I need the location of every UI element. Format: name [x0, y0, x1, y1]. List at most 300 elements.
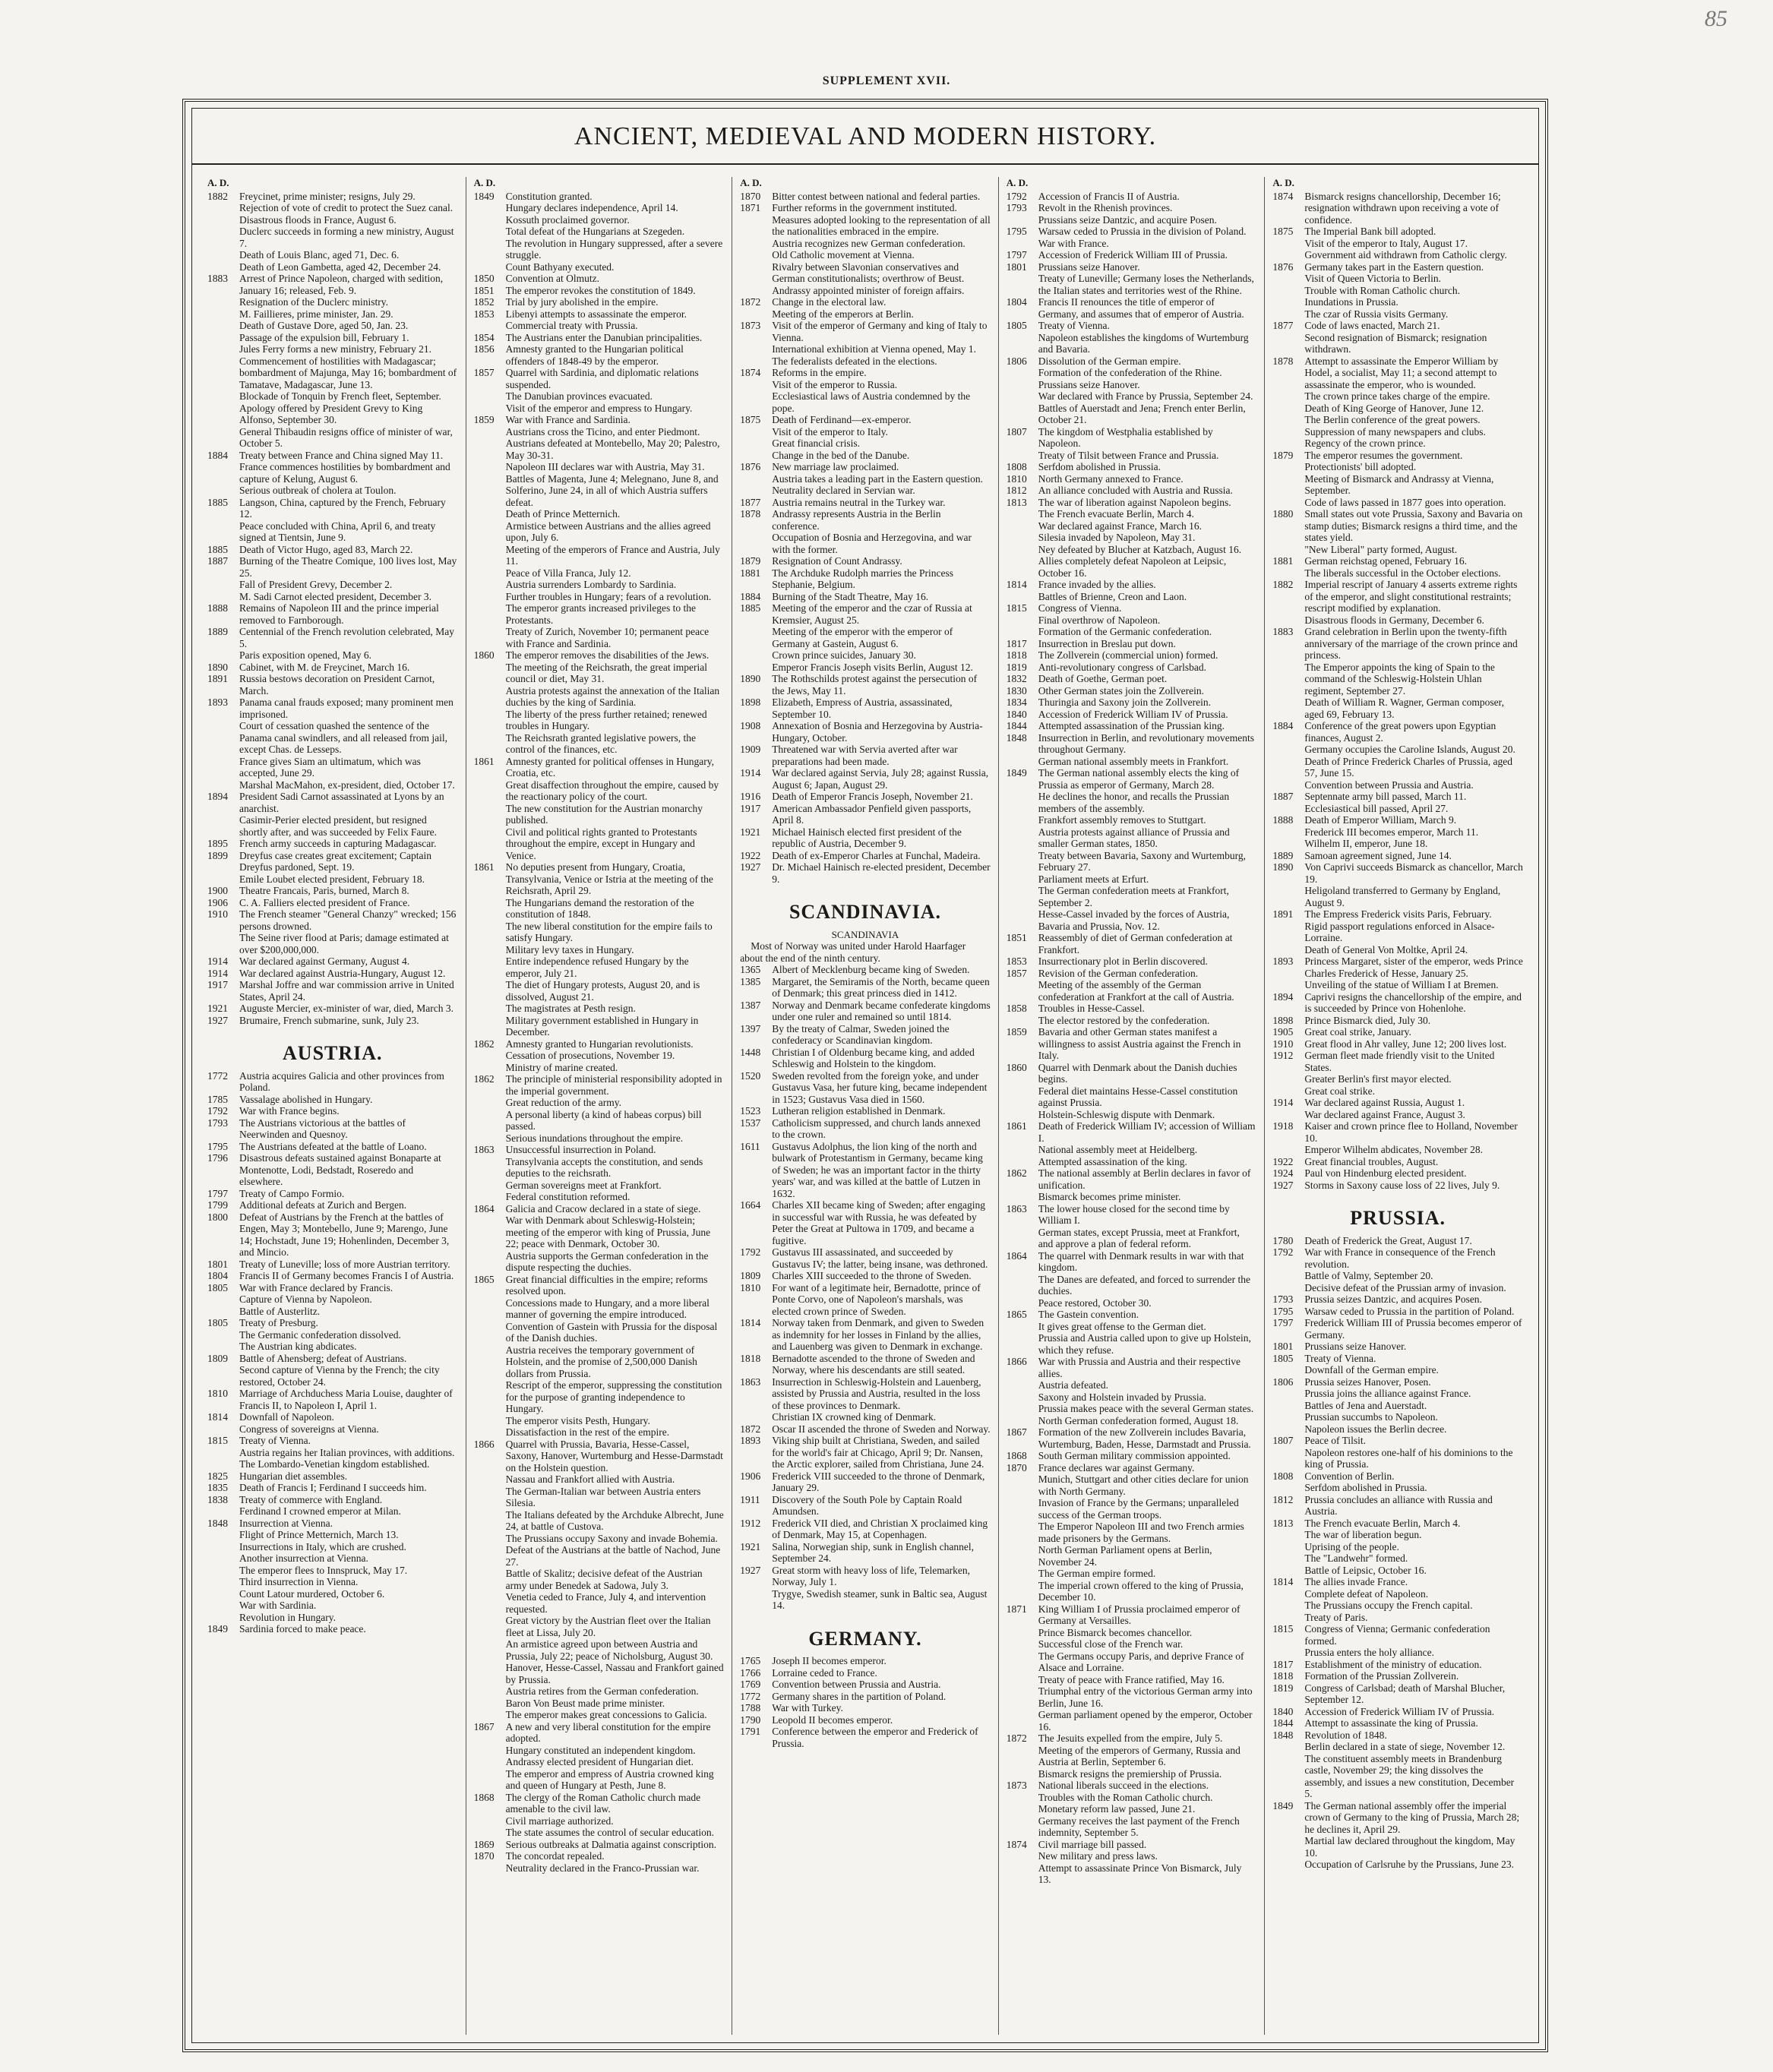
entry-year: [207, 873, 239, 886]
entry-year: 1801: [1272, 1341, 1294, 1352]
history-entry: [740, 964, 991, 976]
entry-text: Great financial crisis.: [772, 437, 861, 449]
entry-year: 1850: [473, 273, 495, 284]
entry-text: Prussia makes peace with the several German states.: [1038, 1403, 1254, 1414]
entry-year: [474, 979, 506, 1003]
entry-year: [1272, 1541, 1304, 1553]
history-entry: [1007, 979, 1257, 1003]
entry-text: Frederick William III of Prussia becomes emperor of Germany.: [1304, 1317, 1522, 1341]
entry-year: 1893: [1272, 955, 1294, 967]
history-entry: [1272, 1529, 1523, 1541]
entry-text: Paris exposition opened, May 6.: [239, 649, 371, 661]
history-entry: [740, 1667, 991, 1679]
history-entry: [474, 191, 725, 203]
entry-text: Marshal Joffre and war commission arrive in United States, April 24.: [239, 979, 454, 1003]
entry-year: 1874: [1272, 190, 1294, 202]
entry-text: Annexation of Bosnia and Herzegovina by Austria-Hungary, October.: [772, 720, 983, 744]
entry-year: [207, 591, 239, 603]
entry-year: [474, 238, 506, 261]
history-entry: [1007, 532, 1257, 544]
entry-text: Centennial of the French revolution celebrated, May 5.: [239, 626, 455, 649]
history-entry: [474, 320, 725, 332]
entry-text: The emperor makes great concessions to Galicia.: [505, 1709, 707, 1720]
entry-text: A personal liberty (a kind of habeas corpus) bill passed.: [505, 1108, 702, 1132]
entry-year: [1007, 1544, 1038, 1568]
history-entry: [1272, 814, 1523, 826]
history-entry: [207, 932, 458, 955]
entry-year: [474, 1638, 506, 1662]
entry-text: Napoleon establishes the kingdoms of Wurtemburg and Bavaria.: [1038, 331, 1249, 355]
entry-year: [207, 261, 239, 273]
entry-text: Warsaw ceded to Prussia in the partition of Poland.: [1304, 1305, 1515, 1317]
history-entry: [474, 591, 725, 603]
history-entry: [1007, 1627, 1257, 1639]
history-entry: [1272, 1647, 1523, 1659]
entry-text: Austria recognizes new German confederation.: [772, 237, 966, 249]
history-entry: [1007, 885, 1257, 908]
history-entry: [207, 249, 458, 261]
history-entry: [474, 1792, 725, 1815]
history-entry: [207, 343, 458, 355]
entry-text: Formation of the new Zollverein includes Bavaria, Wurtemburg, Baden, Hesse, Darmstadt and Prussia.: [1038, 1426, 1251, 1450]
history-entry: [1007, 1650, 1257, 1674]
history-entry: [1272, 1470, 1523, 1483]
history-entry: [740, 1023, 991, 1047]
history-entry: [474, 1062, 725, 1074]
history-entry: [207, 214, 458, 226]
entry-year: [474, 1415, 506, 1427]
entry-text: Blockade of Tonquin by French fleet, September.: [239, 390, 441, 402]
entry-text: Arrest of Prince Napoleon, charged with sedition, January 16; released, Feb. 9.: [239, 273, 444, 296]
history-entry: [1272, 1612, 1523, 1624]
history-entry: [1272, 1167, 1523, 1180]
history-entry: [740, 367, 991, 379]
history-entry: [1007, 1109, 1257, 1121]
entry-year: [1272, 414, 1304, 426]
entry-year: 1840: [1272, 1705, 1294, 1717]
entry-text: Dissatisfaction in the rest of the empire.: [505, 1426, 670, 1438]
history-entry: [1272, 991, 1523, 1015]
entry-year: 1858: [1006, 1003, 1027, 1014]
entry-year: 1801: [207, 1258, 228, 1270]
history-entry: [1272, 497, 1523, 509]
entry-text: The emperor resumes the government.: [1304, 449, 1463, 461]
history-entry: [1007, 1203, 1257, 1227]
entry-text: Further troubles in Hungary; fears of a revolution.: [505, 590, 712, 602]
entry-text: North German confederation formed, August 18.: [1038, 1414, 1239, 1426]
entry-year: [474, 1862, 506, 1875]
entry-year: [1272, 1447, 1304, 1470]
entry-year: 1523: [740, 1105, 761, 1117]
history-entry: [1007, 1415, 1257, 1427]
history-entry: [207, 1364, 458, 1388]
entry-text: Treaty of Campo Formio.: [239, 1187, 345, 1199]
history-entry: [1007, 685, 1257, 697]
entry-year: [1007, 591, 1038, 603]
entry-year: [474, 1379, 506, 1415]
entry-year: 1818: [1006, 649, 1027, 661]
entry-year: [207, 355, 239, 391]
history-entry: [1007, 497, 1257, 509]
history-entry: [1007, 473, 1257, 485]
entry-text: Another insurrection at Vienna.: [239, 1552, 368, 1564]
entry-year: 1864: [473, 1202, 495, 1214]
history-entry: [207, 673, 458, 696]
entry-year: 1825: [207, 1470, 228, 1482]
entry-year: 1861: [473, 755, 495, 767]
entry-year: 1924: [1272, 1167, 1294, 1179]
entry-text: New marriage law proclaimed.: [772, 461, 899, 472]
entry-year: [474, 1180, 506, 1192]
entry-year: 1385: [740, 975, 761, 987]
history-entry: [1007, 261, 1257, 273]
history-entry: [474, 756, 725, 779]
entry-year: 1878: [1272, 355, 1294, 367]
history-entry: [1007, 450, 1257, 462]
entry-text: Decisive defeat of the Prussian army of invasion.: [1304, 1281, 1506, 1293]
history-entry: [1007, 955, 1257, 968]
history-entry: [1272, 437, 1523, 450]
history-entry: [1272, 1541, 1523, 1553]
history-entry: [1007, 403, 1257, 426]
entry-year: 1878: [740, 508, 761, 520]
entry-text: Austria protests against alliance of Prussia and smaller German states, 1850.: [1038, 826, 1230, 849]
entry-text: The French steamer "General Chanzy" wrecked; 156 persons drowned.: [239, 908, 457, 932]
history-entry: [1272, 320, 1523, 332]
entry-text: Battles of Auerstadt and Jena; French enter Berlin, October 21.: [1038, 402, 1246, 425]
entry-text: The German confederation meets at Frankfort, September 2.: [1038, 885, 1229, 908]
history-entry: [1272, 1447, 1523, 1470]
entry-text: Change in the bed of the Danube.: [772, 449, 910, 461]
history-entry: [474, 567, 725, 580]
entry-year: [207, 485, 239, 497]
history-entry: [1007, 1144, 1257, 1156]
entry-text: Norway taken from Denmark, and given to Sweden as indemnity for her losses in Finland by the allies, and Lauenberg was given to Denmark in exchange.: [772, 1317, 984, 1352]
history-entry: [1272, 850, 1523, 862]
history-entry: [474, 1297, 725, 1321]
history-entry: [207, 1447, 458, 1459]
entry-year: 1917: [207, 979, 228, 990]
entry-year: [1007, 1792, 1038, 1804]
entry-text: The crown prince takes charge of the empire.: [1304, 390, 1490, 402]
history-entry: [1007, 673, 1257, 685]
entry-text: Apology offered by President Grevy to King Alfonso, September 30.: [239, 402, 423, 425]
entry-text: Hanover, Hesse-Cassel, Nassau and Frankfort gained by Prussia.: [505, 1662, 724, 1685]
history-entry: [1272, 1400, 1523, 1412]
entry-text: Formation of the Prussian Zollverein.: [1304, 1670, 1459, 1682]
entry-text: Troubles in Hesse-Cassel.: [1038, 1003, 1145, 1014]
entry-year: [207, 390, 239, 403]
entry-text: Battles of Brienne, Creon and Laon.: [1038, 590, 1187, 602]
entry-text: Francis II of Germany becomes Francis I of Austria.: [239, 1270, 454, 1281]
history-entry: [1007, 1709, 1257, 1732]
history-entry: [474, 1768, 725, 1792]
entry-year: 1795: [207, 1140, 228, 1152]
history-entry: [474, 732, 725, 756]
entry-year: 1885: [740, 602, 761, 614]
history-entry: [474, 296, 725, 308]
entry-text: Frederick VII died, and Christian X proclaimed king of Denmark, May 15, at Copenhagen.: [772, 1517, 988, 1540]
entry-year: 1800: [207, 1211, 228, 1223]
history-entry: [1007, 1815, 1257, 1839]
entry-year: 1807: [1272, 1435, 1294, 1446]
entry-year: 1871: [740, 202, 761, 213]
entry-year: [474, 1591, 506, 1615]
entry-text: Revolution of 1848.: [1304, 1729, 1387, 1741]
entry-year: 1805: [207, 1317, 228, 1328]
entry-text: France declares war against Germany.: [1038, 1461, 1195, 1473]
history-entry: [740, 649, 991, 662]
history-entry: [207, 273, 458, 296]
entry-text: Vassalage abolished in Hungary.: [239, 1093, 373, 1105]
entry-year: [474, 1062, 506, 1074]
history-entry: [1272, 1682, 1523, 1706]
entry-year: 1848: [1006, 731, 1027, 744]
entry-text: War with Sardinia.: [239, 1600, 317, 1611]
entry-text: Hungary constituted an independent kingdom.: [505, 1744, 696, 1756]
ad-label: A. D.: [207, 177, 229, 188]
entry-text: Charles XII became king of Sweden; after engaging in successful war with Russia, he was defeated by Peter the Great at Pultowa in 1709, and became a fugitive.: [772, 1199, 985, 1246]
entry-year: [1007, 555, 1038, 579]
entry-text: Austria receives the temporary government of Holstein, and the promise of 2,500,000 Danish dollars from Prussia.: [505, 1344, 697, 1379]
entry-text: Treaty of Vienna.: [239, 1435, 311, 1446]
entry-year: 1867: [473, 1720, 495, 1732]
entry-text: Viking ship built at Christiana, Sweden, and sailed for the world's fair at Chicago, April 9; Dr. Nansen, the Arctic explorer, sailed from Christiana, June 24.: [772, 1435, 984, 1470]
history-entry: [207, 649, 458, 662]
history-entry: [740, 591, 991, 603]
entry-year: [1272, 1835, 1304, 1859]
entry-text: Bavaria and other German states manifest a willingness to assist Austria against the French in Italy.: [1038, 1026, 1241, 1061]
entry-text: Prussians seize Dantzic, and acquire Posen.: [1038, 213, 1217, 226]
entry-year: [207, 1612, 239, 1624]
entry-text: Congress of Vienna; Germanic confederation formed.: [1304, 1623, 1490, 1647]
entry-text: Dreyfus case creates great excitement; Captain Dreyfus pardoned, Sept. 19.: [239, 849, 431, 873]
entry-text: Congress of Carlsbad; death of Marshal Blucher, September 12.: [1304, 1682, 1506, 1705]
entry-year: [1272, 296, 1304, 308]
history-entry: [474, 1415, 725, 1427]
entry-text: The clergy of the Roman Catholic church made amenable to the civil law.: [505, 1791, 701, 1815]
history-entry: [1272, 1282, 1523, 1294]
history-entry: [740, 1047, 991, 1070]
entry-year: 1853: [473, 308, 495, 320]
entry-year: [740, 214, 772, 238]
entry-text: Neutrality declared in Servian war.: [772, 485, 915, 496]
entry-year: 1805: [207, 1281, 228, 1293]
entry-year: 1387: [740, 999, 761, 1011]
entry-text: The Empress Frederick visits Paris, February.: [1304, 908, 1492, 920]
history-entry: [207, 1565, 458, 1577]
history-entry: [740, 285, 991, 297]
history-entry: [474, 685, 725, 709]
entry-year: 1873: [740, 320, 761, 331]
entry-year: [474, 1003, 506, 1015]
history-entry: [740, 662, 991, 674]
history-entry: [740, 532, 991, 555]
entry-text: Greater Berlin's first mayor elected.: [1304, 1073, 1452, 1085]
entry-text: Battle of Leipsic, October 16.: [1304, 1564, 1427, 1576]
entry-year: [207, 1541, 239, 1553]
entry-year: [474, 1426, 506, 1439]
entry-text: Protectionists' bill adopted.: [1304, 461, 1417, 472]
entry-year: [207, 1552, 239, 1565]
entry-year: [1272, 1423, 1304, 1436]
entry-text: Gustavus III assassinated, and succeeded by Gustavus IV; the latter, being insane, was dethroned.: [772, 1246, 988, 1270]
entry-text: The French evacuate Berlin, March 4.: [1038, 508, 1194, 520]
history-entry: [207, 320, 458, 332]
entry-year: [1272, 1411, 1304, 1423]
entry-year: [474, 803, 506, 826]
history-entry: [474, 1344, 725, 1380]
entry-year: 1814: [1272, 1576, 1294, 1587]
entry-year: [1007, 390, 1038, 403]
history-entry: [1272, 1038, 1523, 1050]
entry-text: Great coal strike.: [1304, 1085, 1375, 1097]
entry-text: Downfall of the German empire.: [1304, 1364, 1439, 1376]
entry-text: Death of Louis Blanc, aged 71, Dec. 6.: [239, 249, 400, 261]
entry-text: Great coal strike, January.: [1304, 1026, 1411, 1038]
history-entry: [1272, 261, 1523, 273]
entry-year: [474, 1685, 506, 1698]
entry-year: [1007, 520, 1038, 532]
entry-year: 1927: [1272, 1179, 1294, 1191]
history-entry: [474, 1109, 725, 1132]
entry-text: Marriage of Archduchess Maria Louise, daughter of Francis II, to Napoleon I, April 1.: [239, 1388, 453, 1411]
entry-year: [474, 520, 506, 544]
entry-year: [207, 296, 239, 308]
entry-text: The revolution in Hungary suppressed, after a severe struggle.: [505, 237, 723, 261]
history-entry: [207, 1518, 458, 1530]
entry-year: 1898: [740, 696, 761, 708]
entry-year: [474, 1615, 506, 1638]
entry-text: Austria surrenders Lombardy to Sardinia.: [505, 579, 677, 590]
entry-year: 1862: [1006, 1167, 1027, 1179]
entry-text: South German military commission appointed.: [1038, 1450, 1231, 1461]
history-entry: [474, 1709, 725, 1721]
history-entry: [474, 861, 725, 897]
history-entry: [1007, 555, 1257, 579]
history-entry: [474, 308, 725, 321]
entry-year: 1890: [1272, 861, 1294, 873]
entry-year: [474, 1662, 506, 1685]
entry-text: Death of Frederick William IV; accession of William I.: [1038, 1120, 1256, 1144]
entry-year: 1806: [1006, 355, 1027, 367]
history-entry: [207, 579, 458, 591]
history-entry: [207, 1015, 458, 1027]
history-entry: [1007, 1297, 1257, 1309]
entry-year: 1792: [1272, 1246, 1294, 1258]
entry-text: The quarrel with Denmark results in war with that kingdom.: [1038, 1249, 1244, 1273]
entry-text: Triumphal entry of the victorious German army into Berlin, June 16.: [1038, 1685, 1253, 1709]
history-entry: [1007, 508, 1257, 520]
entry-text: Catholicism suppressed, and church lands annexed to the crown.: [772, 1117, 981, 1140]
entry-year: [740, 450, 772, 462]
history-entry: [740, 1105, 991, 1117]
history-entry: [1007, 602, 1257, 614]
entry-year: 1890: [207, 661, 228, 673]
history-entry: [1272, 1235, 1523, 1247]
entry-text: Treaty of Paris.: [1304, 1611, 1368, 1623]
entry-text: Quarrel with Prussia, Bavaria, Hesse-Cassel, Saxony, Hanover, Wurtemburg and Hesse-Darmstadt on the Holstein question.: [505, 1438, 723, 1473]
entry-text: War declared against Austria-Hungary, August 12.: [239, 967, 446, 979]
entry-text: Allies completely defeat Napoleon at Leipsic, October 16.: [1038, 555, 1227, 579]
entry-year: [1007, 273, 1038, 296]
entry-year: 1766: [740, 1666, 761, 1679]
entry-year: [1272, 1552, 1304, 1565]
entry-text: President Sadi Carnot assassinated at Lyons by an anarchist.: [239, 791, 444, 814]
entry-text: Austria protests against the annexation of the Italian duchies by the king of Sardinia.: [505, 684, 720, 708]
history-entry: [1272, 744, 1523, 756]
entry-text: Death of Emperor Francis Joseph, November 21.: [772, 791, 973, 802]
history-entry: [740, 473, 991, 485]
entry-year: 1812: [1006, 485, 1027, 496]
history-entry: [474, 979, 725, 1003]
entry-text: Austria retires from the German confederation.: [505, 1685, 699, 1697]
entry-text: Government aid withdrawn from Catholic clergy.: [1304, 249, 1507, 261]
entry-text: Additional defeats at Zurich and Bergen.: [239, 1199, 407, 1211]
entry-year: [1272, 1144, 1304, 1156]
entry-text: Berlin declared in a state of siege, November 12.: [1304, 1741, 1506, 1752]
entry-text: The German empire formed.: [1038, 1568, 1156, 1579]
history-entry: [207, 1199, 458, 1211]
entry-text: Transylvania accepts the constitution, and sends deputies to the reichsrath.: [505, 1155, 703, 1179]
entry-year: 1793: [1272, 1293, 1294, 1305]
history-entry: [474, 1203, 725, 1215]
entry-text: Reforms in the empire.: [772, 367, 867, 378]
entry-year: 1870: [1006, 1461, 1027, 1473]
entry-text: Disastrous floods in Germany, December 6.: [1304, 614, 1484, 626]
entry-text: Prussians seize Hanover.: [1038, 261, 1140, 273]
entry-text: Treaty between Bavaria, Saxony and Wurtemburg, February 27.: [1038, 849, 1247, 873]
history-entry: [1007, 1568, 1257, 1580]
entry-text: Death of Gustave Dore, aged 50, Jan. 23.: [239, 320, 409, 331]
history-entry: [740, 320, 991, 343]
entry-year: [207, 1576, 239, 1588]
entry-year: 1916: [740, 791, 761, 802]
entry-text: The magistrates at Pesth resign.: [505, 1003, 636, 1014]
history-entry: [1272, 1717, 1523, 1729]
entry-text: The Austrians defeated at the battle of Loano.: [239, 1140, 427, 1152]
history-entry: [1272, 1341, 1523, 1353]
entry-text: Prussian succumbs to Napoleon.: [1304, 1411, 1438, 1423]
history-entry: [207, 1435, 458, 1447]
entry-text: War with France declared by Francis.: [239, 1281, 393, 1293]
history-entry: [1007, 1426, 1257, 1450]
entry-year: 1807: [1006, 425, 1027, 437]
history-entry: [1007, 1227, 1257, 1250]
history-entry: [474, 602, 725, 626]
history-entry: [1272, 921, 1523, 944]
history-entry: [474, 1685, 725, 1698]
history-entry: [1007, 1862, 1257, 1886]
entry-year: 1889: [1272, 849, 1294, 861]
history-entry: [1007, 1309, 1257, 1321]
entry-year: [207, 1306, 239, 1318]
entry-year: 1851: [473, 284, 495, 296]
history-entry: [1007, 202, 1257, 214]
entry-year: [1272, 1600, 1304, 1612]
entry-text: International exhibition at Vienna opened, May 1.: [772, 343, 977, 355]
entry-year: [1272, 1364, 1304, 1376]
history-entry: [1007, 1191, 1257, 1203]
entry-year: 1844: [1006, 720, 1027, 731]
entry-text: Nassau and Frankfort allied with Austria.: [505, 1473, 675, 1485]
entry-text: Amnesty granted for political offenses in Hungary, Croatia, etc.: [505, 755, 715, 779]
entry-text: War declared against Russia, August 1.: [1304, 1097, 1465, 1108]
history-entry: [740, 296, 991, 308]
entry-text: The Danes are defeated, and forced to surrender the duchies.: [1038, 1273, 1251, 1297]
history-entry: [1007, 1768, 1257, 1780]
history-entry: [1007, 720, 1257, 732]
